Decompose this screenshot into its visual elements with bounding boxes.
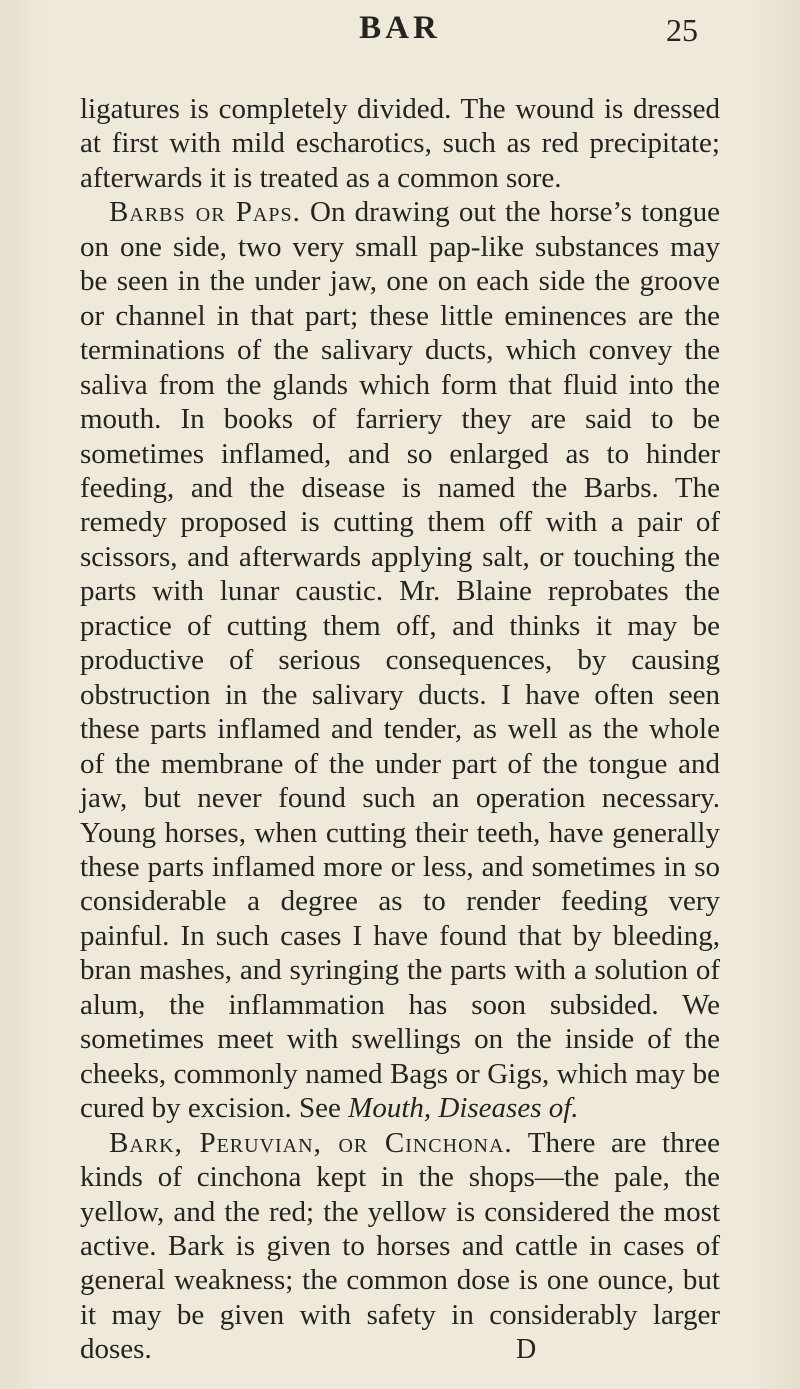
body-text <box>80 92 720 1367</box>
page-title: BAR <box>359 10 441 46</box>
paragraph-bark-peruvian <box>80 1126 720 1367</box>
paragraph-wound-dressing <box>80 92 720 195</box>
paragraph-barbs-or-paps <box>80 195 720 1125</box>
signature-mark: D <box>516 1334 537 1365</box>
paragraph-text: ligatures is completely divided. The wound is dressed at first with mild escharotics, such as red precipitate; afterwards it is treated as a common sore. <box>80 93 720 194</box>
page-number: 25 <box>666 12 698 48</box>
cross-reference: Mouth, Diseases of. <box>348 1092 579 1125</box>
paragraph-text: On drawing out the horse’s tongue on one side, two very small pap-like substances may be seen in the under jaw, one on each side the groove or channel in that part; these little eminences are the terminations of the salivary ducts, which convey the saliva from the glands which form that fluid into the mouth. In books of farriery they are said to be sometimes inflamed, and so enlarged as to hinder feeding, and the disease is named the Barbs. The remedy proposed is cutting them off with a pair of scissors, and afterwards applying salt, or touching the parts with lunar caustic. Mr. Blaine reprobates the practice of cutting them off, and thinks it may be productive of serious consequences, by causing obstruction in the salivary ducts. I have often seen these parts inflamed and tender, as well as the whole of the membrane of the under part of the tongue and jaw, but never found such an operation necessary. Young horses, when cutting their teeth, have generally these parts inflamed more or less, and sometimes in so considerable a degree as to render feeding very painful. In such cases I have found that by bleeding, bran mashes, and syringing the parts with a solution of alum, the inflammation has soon subsided. We sometimes meet with swellings on the inside of the cheeks, commonly named Bags or Gigs, which may be cured by excision. See <box>80 196 720 1125</box>
entry-term: Bark, Peruvian, or Cinchona. <box>109 1126 513 1159</box>
running-head <box>0 10 800 50</box>
entry-term: Barbs or Paps. <box>109 196 301 229</box>
paragraph-text: There are three kinds of cinchona kept in the shops—the pale, the yellow, and the red; the yellow is considered the most active. Bark is given to horses and cattle in cases of general weakness; the common dose is one ounce, but it may be given with safety in considerably larger doses. <box>80 1126 721 1366</box>
